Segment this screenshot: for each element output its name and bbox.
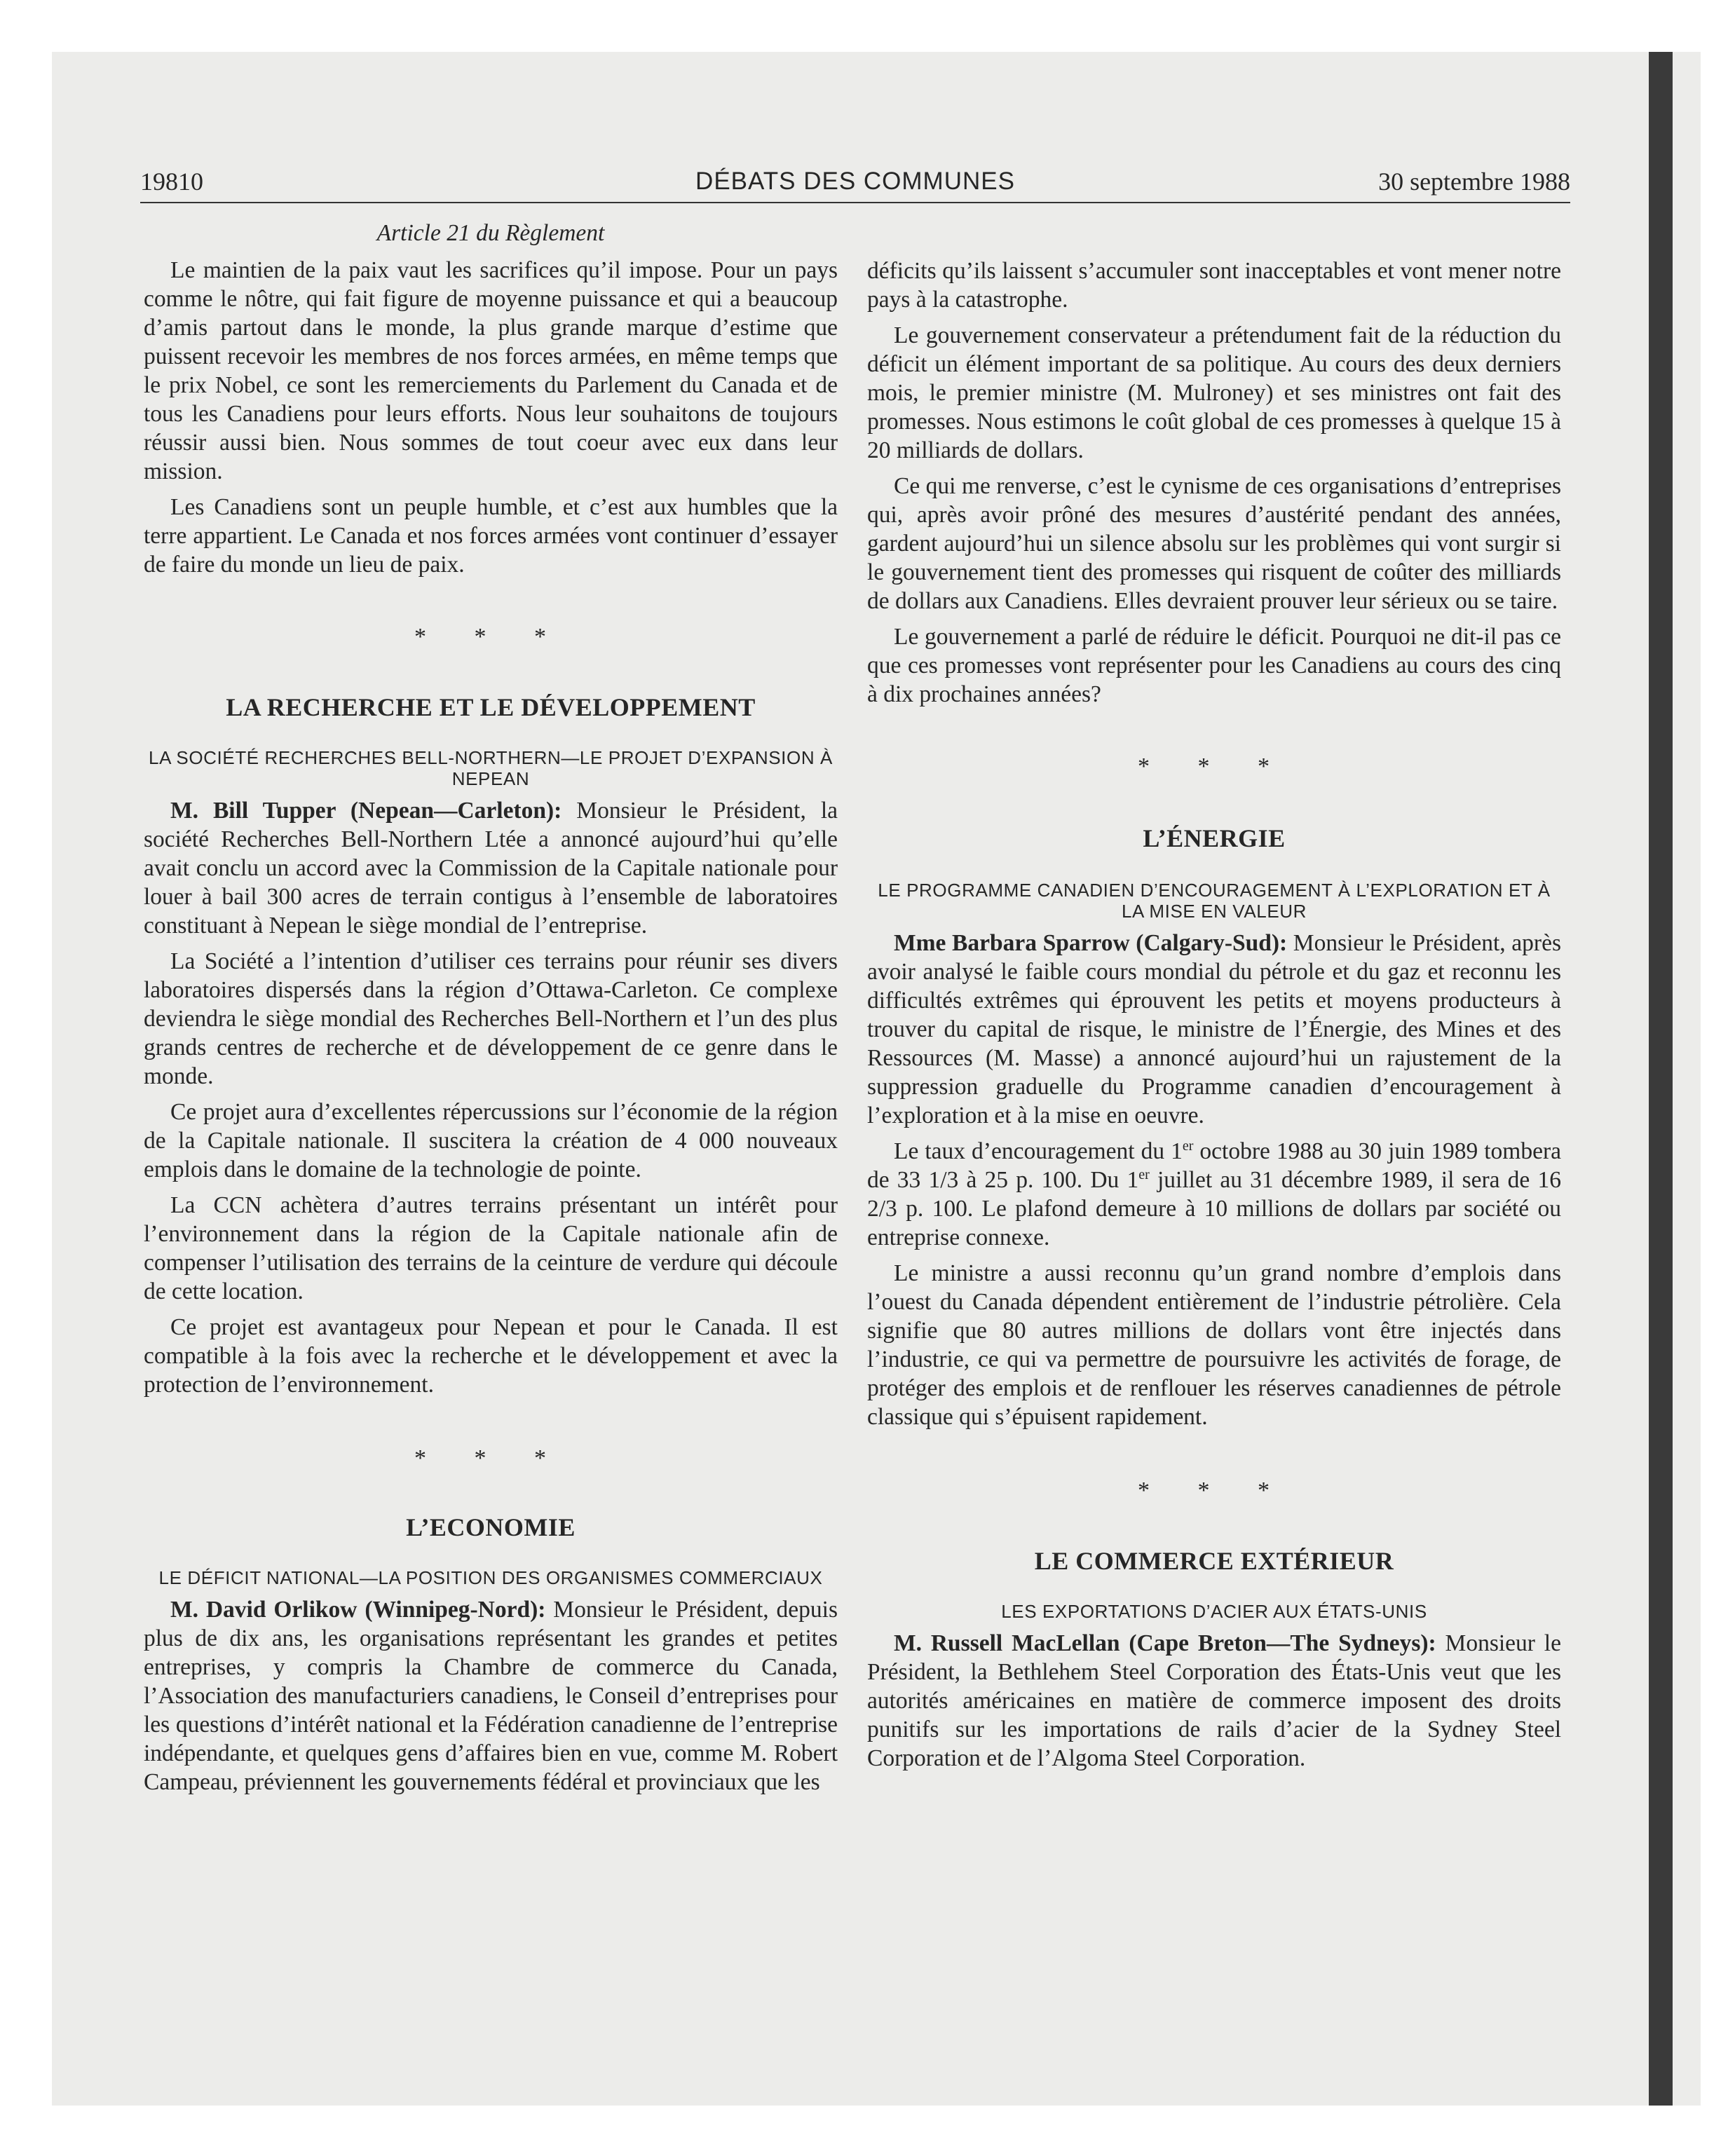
page-date: 30 septembre 1988 [1378,168,1570,196]
section-subheading: LA SOCIÉTÉ RECHERCHES BELL-NORTHERN—LE PROJET D’EXPANSION À NEPEAN [149,747,833,789]
paragraph: Le maintien de la paix vaut les sacrifices qu’il impose. Pour un pays comme le nôtre, qui fait figure de moyenne puissance et qui a beaucoup d’amis partout dans le monde, la plus grande marque d’estime que puissent recevoir les membres de nos forces armées, en même temps que le prix Nobel, ce sont les remerciements du Parlement du Canada et de tous les Canadiens pour leurs efforts. Nous leur souhaitons de toujours réussir aussi bien. Nous sommes de tout coeur avec eux dans leur mission. [144,257,838,484]
section-separator: * * * [414,624,567,650]
section-subheading: LES EXPORTATIONS D’ACIER AUX ÉTATS-UNIS [1001,1601,1427,1622]
speech-text: Monsieur le Président, depuis plus de dix ans, les organisations représentant les grandes et petites entreprises, y compris la Chambre de commerce du Canada, l’Association des manufacturiers canadiens, le Conseil d’entreprises pour les questions d’intérêt national et la Fédération canadienne de l’entreprise indépendante, et quelques gens d’affaires bien en vue, comme M. Robert Campeau, préviennent les gouvernements fédéral et provinciaux que les [144,1597,838,1795]
page-number: 19810 [140,168,203,196]
text-run: juillet au 31 décembre 1989, il sera de 16 2/3 p. 100. Le plafond demeure à 10 millions de dollars par société ou entreprise connexe. [867,1167,1561,1250]
left-column [144,219,838,1803]
speech-text: Monsieur le Président, après avoir analysé le faible cours mondial du pétrole et du gaz et reconnu les difficultés extrêmes qui éprouvent les petits et moyens producteurs à trouver du capital de risque, le ministre de l’Énergie, des Mines et des Ressources (M. Masse) a annoncé aujourd’hui un rajustement de la suppression graduelle du Programme canadien d’encouragement à l’exploration et à la mise en oeuvre. [867,930,1561,1128]
section-heading: LA RECHERCHE ET LE DÉVELOPPEMENT [226,693,756,721]
page-header [140,165,1570,203]
text-run: Le taux d’encouragement du 1 [894,1138,1183,1164]
speech-paragraph [867,929,1561,1130]
scan-edge-shadow [1649,52,1673,2106]
paragraph: Ce projet est avantageux pour Nepean et pour le Canada. Il est compatible à la fois avec la recherche et le développement et avec la protection de l’environnement. [144,1314,838,1398]
paragraph: La CCN achètera d’autres terrains présentant un intérêt pour l’environnement dans la région de la Capitale nationale afin de compenser l’utilisation des terrains de la ceinture de verdure qui découle de cette location. [144,1192,838,1304]
section-heading: L’ECONOMIE [406,1513,576,1541]
paragraph: Les Canadiens sont un peuple humble, et c’est aux humbles que la terre appartient. Le Canada et nos forces armées vont continuer d’essayer de faire du monde un lieu de paix. [144,494,838,578]
section-heading: L’ÉNERGIE [1143,824,1286,852]
speech-paragraph [144,1595,838,1796]
superscript: er [1182,1138,1194,1154]
speech-text: Monsieur le Président, la Bethlehem Steel Corporation des États-Unis veut que les autorités américaines en matière de commerce imposent des droits punitifs sur les importations de rails d’acier de la Sydney Steel Corporation et de l’Algoma Steel Corporation. [867,1630,1561,1771]
paragraph: Le ministre a aussi reconnu qu’un grand nombre d’emplois dans l’ouest du Canada dépendent entièrement de l’industrie pétrolière. Cela signifie que 80 autres millions de dollars vont être injectés dans l’industrie, ce qui va permettre de poursuivre les activités de forage, de protéger des emplois et de renflouer les réserves canadiennes de pétrole classique qui s’épuisent rapidement. [867,1260,1561,1430]
section-subheading: LE PROGRAMME CANADIEN D’ENCOURAGEMENT À L’EXPLORATION ET À LA MISE EN VALEUR [878,880,1551,922]
speech-text: Monsieur le Président, la société Recherches Bell-Northern Ltée a annoncé aujourd’hui qu’elle avait conclu un accord avec la Commission de la Capitale nationale pour louer à bail 300 acres de terrain contigus à l’ensemble de laboratoires constituant à Nepean le siège mondial de l’entreprise. [144,798,838,939]
right-column [867,257,1561,1780]
paragraph [867,1137,1561,1252]
paragraph: La Société a l’intention d’utiliser ces terrains pour réunir ses divers laboratoires dispersés dans la région d’Ottawa-Carleton. Ce complexe deviendra le siège mondial des Recherches Bell-Northern et l’un des plus grands centres de recherche et de développement de ce genre dans le monde. [144,948,838,1089]
publication-title: DÉBATS DES COMMUNES [695,168,1015,195]
text-run: octobre 1988 au 30 juin 1989 tombera de 33 1/3 à 25 p. 100. Du 1 [867,1138,1561,1193]
paragraph: Le gouvernement a parlé de réduire le déficit. Pourquoi ne dit-il pas ce que ces promesses vont représenter pour les Canadiens au cours des cinq à dix prochaines années? [867,624,1561,707]
superscript: er [1138,1166,1150,1182]
section-separator: * * * [414,1445,567,1471]
section-subheading: LE DÉFICIT NATIONAL—LA POSITION DES ORGANISMES COMMERCIAUX [158,1567,823,1588]
speaker-name: M. Bill Tupper (Nepean—Carleton): [170,798,562,824]
paragraph: Ce qui me renverse, c’est le cynisme de ces organisations d’entreprises qui, après avoir prôné des mesures d’austérité pendant des années, gardent aujourd’hui un silence absolu sur les problèmes qui vont surgir si le gouvernement tient des promesses qui risquent de coûter des milliards de dollars aux Canadiens. Elles devraient prouver leur sérieux ou se taire. [867,473,1561,614]
section-separator: * * * [1138,753,1291,779]
speech-paragraph [144,796,838,940]
paragraph: Ce projet aura d’excellentes répercussions sur l’économie de la région de la Capitale nationale. Il suscitera la création de 4 000 nouveaux emplois dans le domaine de la technologie de pointe. [144,1099,838,1182]
speaker-name: M. David Orlikow (Winnipeg-Nord): [170,1597,546,1623]
paragraph: Le gouvernement conservateur a prétendument fait de la réduction du déficit un élément important de sa politique. Au cours des deux derniers mois, le premier ministre (M. Mulroney) et ses ministres ont fait des promesses. Nous estimons le coût global de ces promesses à quelque 15 à 20 milliards de dollars. [867,322,1561,463]
paragraph-continued: déficits qu’ils laissent s’accumuler sont inacceptables et vont mener notre pays à la catastrophe. [867,258,1561,313]
section-heading: LE COMMERCE EXTÉRIEUR [1034,1547,1394,1575]
speaker-name: Mme Barbara Sparrow (Calgary-Sud): [894,930,1288,956]
section-kicker: Article 21 du Règlement [376,220,605,246]
speech-paragraph [867,1629,1561,1773]
speaker-name: M. Russell MacLellan (Cape Breton—The Sydneys): [894,1630,1436,1656]
section-separator: * * * [1138,1478,1291,1503]
